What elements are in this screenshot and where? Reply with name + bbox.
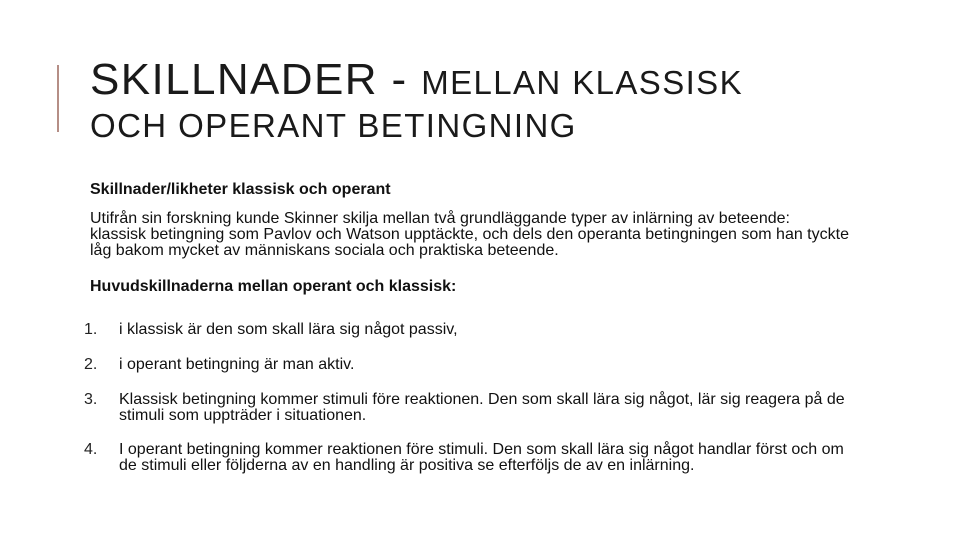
list-item xyxy=(84,442,864,474)
title-line-2: OCH OPERANT BETINGNING xyxy=(90,107,577,144)
list-item-text: i klassisk är den som skall lära sig något passiv, xyxy=(119,321,458,338)
list-item-text: Klassisk betingning kommer stimuli före reaktionen. Den som skall lära sig något, lär sig reagera på de stimuli som uppträder i situationen. xyxy=(119,391,845,424)
list-item xyxy=(84,392,864,424)
list-item-text: i operant betingning är man aktiv. xyxy=(119,356,355,373)
title-accent-bar xyxy=(57,65,59,132)
list-item-text: I operant betingning kommer reaktionen före stimuli. Den som skall lära sig något handlar först och om de stimuli eller följderna av en handling är positiva se efterföljs de av en inlärning. xyxy=(119,441,844,474)
body-paragraph: Utifrån sin forskning kunde Skinner skilja mellan två grundläggande typer av inlärning av beteende: klassisk betingning som Pavlov och Watson upptäckte, och dels den operanta betingningen som han tyckte låg bakom mycket av människans sociala och praktiska beteende. xyxy=(90,210,849,259)
differences-list xyxy=(84,322,864,474)
list-item-number: 2. xyxy=(84,356,98,373)
subheading: Skillnader/likheter klassisk och operant xyxy=(90,181,391,198)
slide-title xyxy=(90,55,743,144)
list-item-number: 4. xyxy=(84,441,98,458)
slide-content xyxy=(90,180,850,296)
subheading-main-differences: Huvudskillnaderna mellan operant och klassisk: xyxy=(90,278,457,295)
title-part-1: SKILLNADER - xyxy=(90,55,422,104)
title-line-1 xyxy=(90,55,743,104)
list-item xyxy=(84,357,864,373)
list-item xyxy=(84,322,864,338)
title-part-2: MELLAN KLASSISK xyxy=(421,64,743,101)
list-item-number: 1. xyxy=(84,321,98,338)
list-item-number: 3. xyxy=(84,391,98,408)
